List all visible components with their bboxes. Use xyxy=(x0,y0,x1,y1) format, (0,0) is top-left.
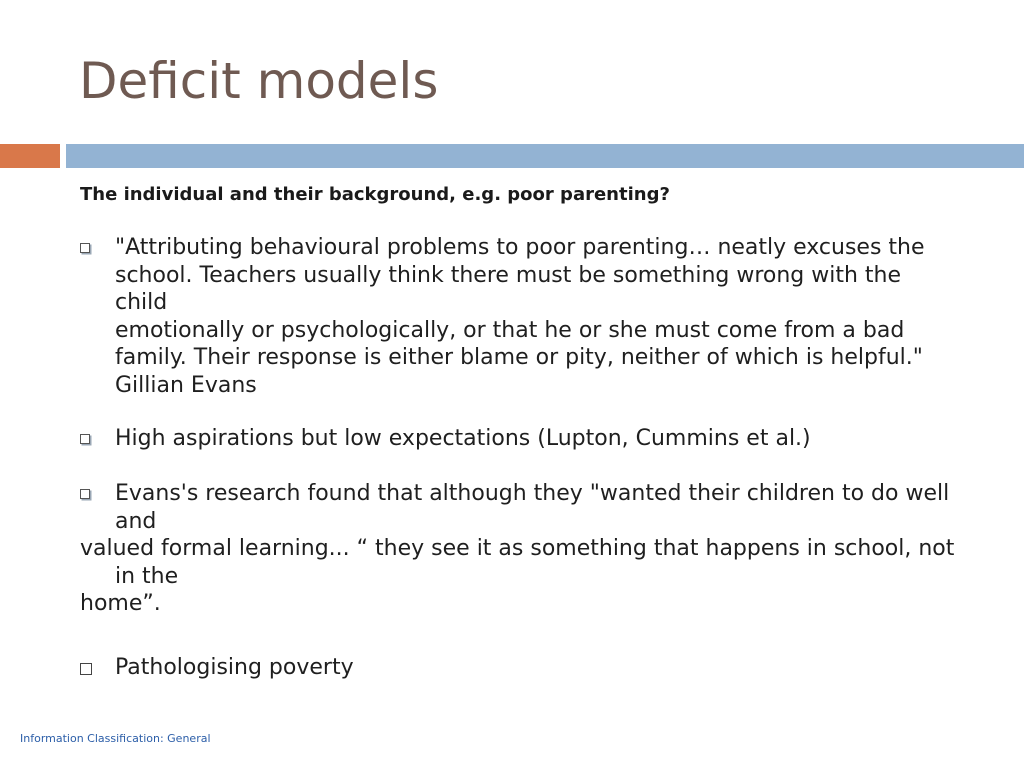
bullet-quote-line: "Attributing behavioural problems to poor parenting… neatly excuses the xyxy=(115,235,925,260)
subheading: The individual and their background, e.g. poor parenting? xyxy=(80,184,670,205)
bullet-pathologising xyxy=(80,654,960,682)
bullet-evans-line: and xyxy=(115,508,157,534)
bullet-evans-line: home”. xyxy=(80,591,161,616)
bullet-evans-research xyxy=(80,480,960,618)
bullet-quote-line: family. Their response is either blame or pity, neither of which is helpful." xyxy=(115,345,923,370)
footer-classification: Information Classification: General xyxy=(20,732,211,745)
bullet-evans-line: in the xyxy=(115,563,179,589)
bullet-evans-line: Evans's research found that although they "wanted their children to do well xyxy=(115,481,950,506)
bullet-quote-text xyxy=(80,234,960,399)
bullet-evans-line: valued formal learning... “ they see it as something that happens in school, not xyxy=(80,536,955,561)
bullet-aspirations-text: High aspirations but low expectations (Lupton, Cummins et al.) xyxy=(115,426,811,451)
accent-bar xyxy=(0,144,60,168)
bullet-quote-line: emotionally or psychologically, or that he or she must come from a bad xyxy=(115,317,905,343)
bullet-quote xyxy=(80,234,960,399)
bullet-pathologising-text: Pathologising poverty xyxy=(115,655,354,680)
square-bullet-icon xyxy=(80,663,92,675)
bullet-aspirations xyxy=(80,425,960,453)
bullet-quote-line: Gillian Evans xyxy=(115,372,257,398)
title-rule-bar xyxy=(66,144,1024,168)
checkbox-bullet-icon xyxy=(80,243,90,253)
bullet-quote-line: school. Teachers usually think there must be something wrong with the child xyxy=(115,262,902,315)
checkbox-bullet-icon xyxy=(80,489,90,499)
checkbox-bullet-icon xyxy=(80,434,90,444)
slide-title: Deficit models xyxy=(79,52,439,110)
